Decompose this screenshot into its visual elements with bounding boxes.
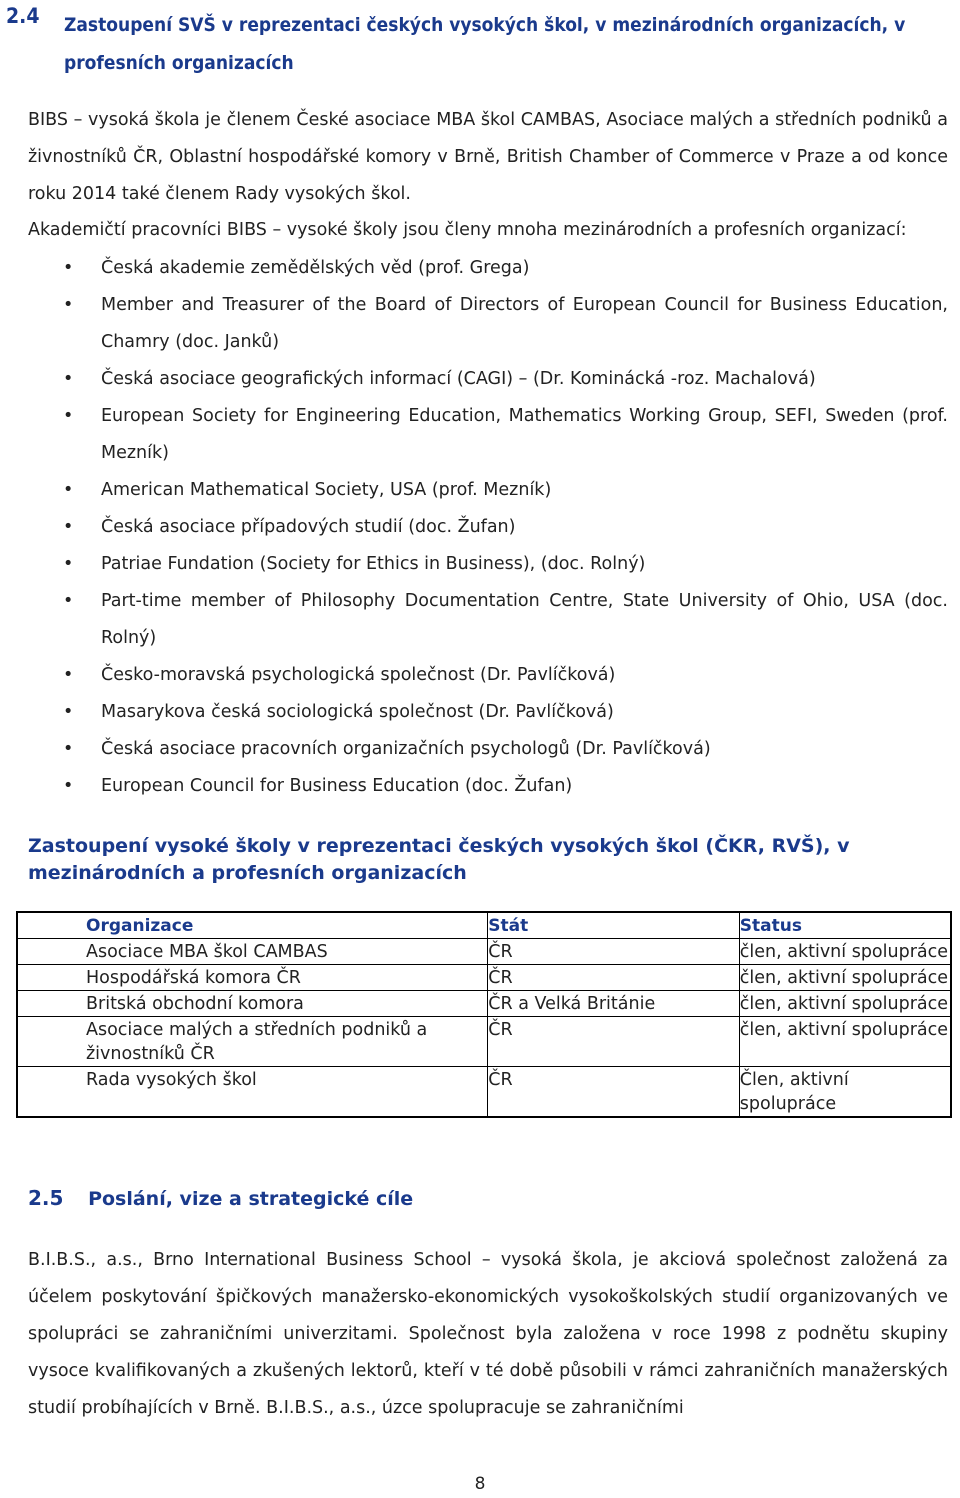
list-item: • European Council for Business Education (doc. Žufan) bbox=[28, 768, 948, 805]
table-row bbox=[17, 1017, 951, 1067]
table-heading: Zastoupení vysoké školy v reprezentaci českých vysokých škol (ČKR, RVŠ), v mezinárodních a profesních organizacích bbox=[28, 835, 850, 884]
page-number: 8 bbox=[474, 1474, 486, 1494]
table-header-row bbox=[17, 912, 951, 939]
section-number: 2.4 bbox=[6, 4, 40, 28]
list-item: • Patriae Fundation (Society for Ethics in Business), (doc. Rolný) bbox=[28, 546, 948, 583]
column-header-state: Stát bbox=[488, 912, 740, 939]
cell-state: ČR bbox=[488, 965, 740, 991]
list-item: • Česká asociace geografických informací (CAGI) – (Dr. Kominácká -roz. Machalová) bbox=[28, 361, 948, 398]
cell-status: člen, aktivní spolupráce bbox=[739, 939, 951, 965]
list-item: • Part-time member of Philosophy Documentation Centre, State University of Ohio, USA (doc. Rolný) bbox=[28, 583, 948, 657]
list-item: • Česká akademie zemědělských věd (prof. Grega) bbox=[28, 250, 948, 287]
cell-status: člen, aktivní spolupráce bbox=[739, 965, 951, 991]
list-item: • European Society for Engineering Education, Mathematics Working Group, SEFI, Sweden (prof. Mezník) bbox=[28, 398, 948, 472]
cell-state: ČR bbox=[488, 939, 740, 965]
cell-state: ČR bbox=[488, 1017, 740, 1067]
table-row bbox=[17, 1067, 951, 1118]
intro-paragraph: BIBS – vysoká škola je členem České asociace MBA škol CAMBAS, Asociace malých a středních podniků a živnostníků ČR, Oblastní hospodářské komory v Brně, British Chamber of Commerce v Praze a od konce roku 2014 také členem Rady vysokých škol. bbox=[28, 110, 948, 204]
section-title: Zastoupení SVŠ v reprezentaci českých vysokých škol, v mezinárodních organizacích, v profesních organizacích bbox=[64, 14, 906, 74]
column-header-status: Status bbox=[739, 912, 951, 939]
members-intro: Akademičtí pracovníci BIBS – vysoké školy jsou členy mnoha mezinárodních a profesních organizací: bbox=[28, 220, 907, 240]
list-item: • American Mathematical Society, USA (prof. Mezník) bbox=[28, 472, 948, 509]
cell-status: Člen, aktivní spolupráce bbox=[739, 1067, 951, 1118]
column-header-organization: Organizace bbox=[17, 912, 488, 939]
section-2-5-heading bbox=[28, 1186, 413, 1210]
cell-organization: Asociace MBA škol CAMBAS bbox=[17, 939, 488, 965]
cell-organization: Rada vysokých škol bbox=[17, 1067, 488, 1118]
table-row bbox=[17, 965, 951, 991]
list-item: • Česká asociace případových studií (doc. Žufan) bbox=[28, 509, 948, 546]
cell-organization: Hospodářská komora ČR bbox=[17, 965, 488, 991]
cell-organization: Britská obchodní komora bbox=[17, 991, 488, 1017]
list-item: • Česká asociace pracovních organizačních psychologů (Dr. Pavlíčková) bbox=[28, 731, 948, 768]
cell-status: člen, aktivní spolupráce bbox=[739, 1017, 951, 1067]
section-title: Poslání, vize a strategické cíle bbox=[88, 1188, 414, 1210]
section-2-5-paragraph: B.I.B.S., a.s., Brno International Business School – vysoká škola, je akciová společnost založená za účelem poskytování špičkových manažersko-ekonomických vysokoškolských studií organizovaných ve spolupráci se zahraničními univerzitami. Společnost byla založena v roce 1998 z podnětu skupiny vysoce kvalifikovaných a zkušených lektorů, kteří v té době působili v rámci zahraničních manažerských studií probíhajících v Brně. B.I.B.S., a.s., úzce spolupracuje se zahraničními bbox=[28, 1250, 948, 1418]
organizations-table bbox=[16, 911, 952, 1118]
list-item: • Česko-moravská psychologická společnost (Dr. Pavlíčková) bbox=[28, 657, 948, 694]
table-row bbox=[17, 939, 951, 965]
cell-organization: Asociace malých a středních podniků a živnostníků ČR bbox=[17, 1017, 488, 1067]
list-item: • Member and Treasurer of the Board of Directors of European Council for Business Education, Chamry (doc. Janků) bbox=[28, 287, 948, 361]
cell-state: ČR a Velká Británie bbox=[488, 991, 740, 1017]
membership-list bbox=[28, 250, 948, 805]
cell-status: člen, aktivní spolupráce bbox=[739, 991, 951, 1017]
list-item: • Masarykova česká sociologická společnost (Dr. Pavlíčková) bbox=[28, 694, 948, 731]
table-row bbox=[17, 991, 951, 1017]
section-number: 2.5 bbox=[28, 1186, 64, 1210]
cell-state: ČR bbox=[488, 1067, 740, 1118]
